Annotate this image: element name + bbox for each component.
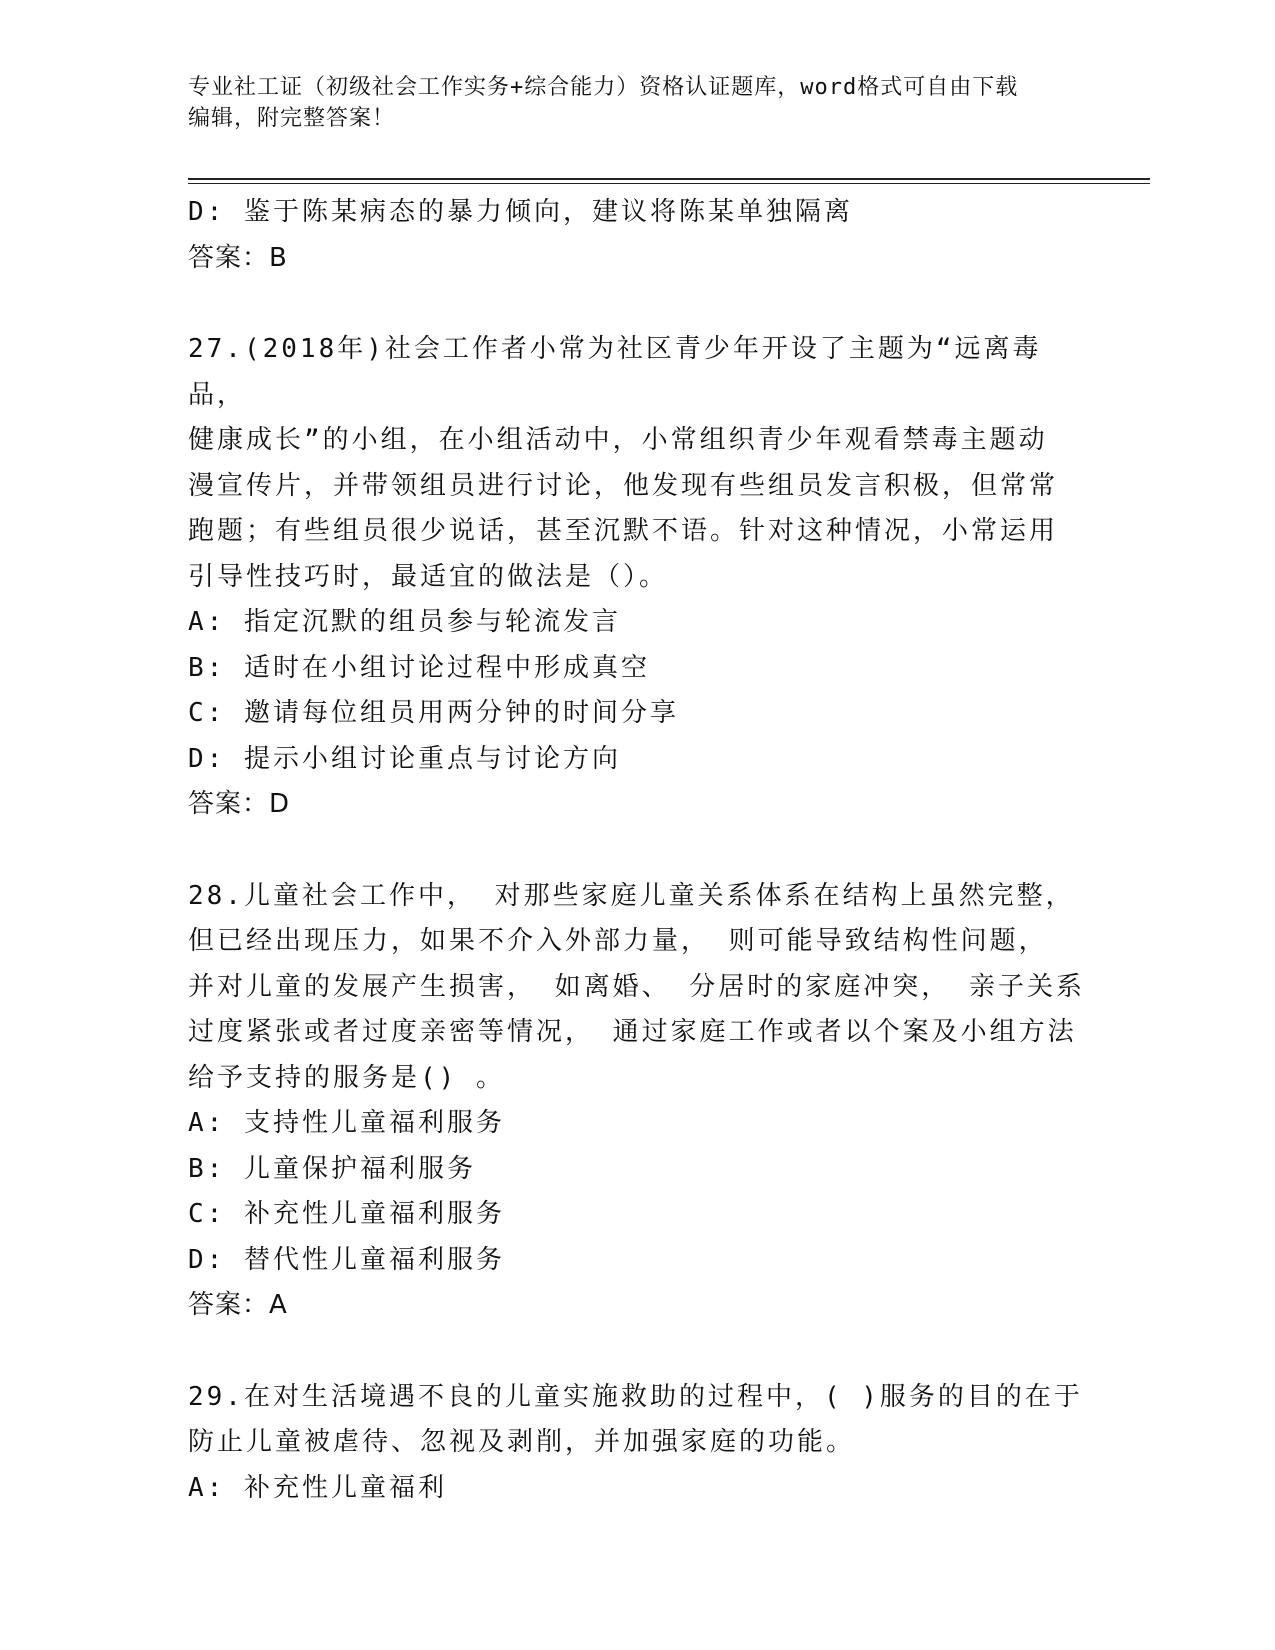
q28-stem-line: 但已经出现压力，如果不介入外部力量， 则可能导致结构性问题， — [188, 926, 1048, 956]
page-header — [188, 72, 1088, 134]
q27-stem-line: 跑题；有些组员很少说话，甚至沉默不语。针对这种情况，小常运用 — [188, 516, 1059, 546]
q29-stem-line: 防止儿童被虐待、忽视及剥削，并加强家庭的功能。 — [188, 1427, 856, 1457]
question-27 — [188, 327, 1088, 828]
q27-stem-line: 引导性技巧时，最适宜的做法是（）。 — [188, 561, 669, 592]
q28-answer: 答案：A — [188, 1290, 288, 1320]
q29-option-a: A: 补充性儿童福利 — [188, 1472, 447, 1503]
q26-answer: 答案：B — [188, 242, 288, 273]
q27-stem-line: 健康成长”的小组，在小组活动中，小常组织青少年观看禁毒主题动 — [188, 425, 1048, 455]
q28-option-a: A: 支持性儿童福利服务 — [188, 1108, 505, 1138]
spacer — [188, 1329, 1088, 1375]
q27-option-b: B: 适时在小组讨论过程中形成真空 — [188, 652, 650, 683]
question-29 — [188, 1375, 1088, 1512]
q27-option-d: D: 提示小组讨论重点与讨论方向 — [188, 743, 621, 774]
spacer — [188, 281, 1088, 327]
q27-option-c: C: 邀请每位组员用两分钟的时间分享 — [188, 698, 679, 728]
question-content — [188, 190, 1088, 1511]
q27-stem-line: 漫宣传片，并带领组员进行讨论，他发现有些组员发言积极，但常常 — [188, 470, 1059, 501]
q27-stem-line: 27.(2018年)社会工作者小常为社区青少年开设了主题为“远离毒品， — [188, 334, 1042, 410]
q28-option-c: C: 补充性儿童福利服务 — [188, 1199, 505, 1229]
q28-option-b: B: 儿童保护福利服务 — [188, 1153, 476, 1184]
header-line-1: 专业社工证（初级社会工作实务+综合能力）资格认证题库，word格式可自由下载 — [188, 75, 1019, 100]
q28-stem-line: 过度紧张或者过度亲密等情况， 通过家庭工作或者以个案及小组方法 — [188, 1017, 1077, 1047]
q26-option-d: D: 鉴于陈某病态的暴力倾向，建议将陈某单独隔离 — [188, 197, 853, 227]
header-rule-thick — [188, 178, 1150, 180]
q27-option-a: A: 指定沉默的组员参与轮流发言 — [188, 607, 621, 637]
q29-stem-line: 29.在对生活境遇不良的儿童实施救助的过程中，( )服务的目的在于 — [188, 1381, 1083, 1412]
header-line-2: 编辑，附完整答案！ — [188, 106, 396, 131]
q28-stem-line: 并对儿童的发展产生损害， 如离婚、 分居时的家庭冲突， 亲子关系 — [188, 971, 1085, 1002]
q27-answer: 答案：D — [188, 789, 291, 819]
q28-stem-line: 28.儿童社会工作中， 对那些家庭儿童关系体系在结构上虽然完整， — [188, 880, 1075, 911]
question-28 — [188, 874, 1088, 1329]
header-rule-thin — [188, 183, 1150, 184]
q28-option-d: D: 替代性儿童福利服务 — [188, 1244, 505, 1275]
q28-stem-line: 给予支持的服务是() 。 — [188, 1062, 505, 1093]
spacer — [188, 828, 1088, 874]
